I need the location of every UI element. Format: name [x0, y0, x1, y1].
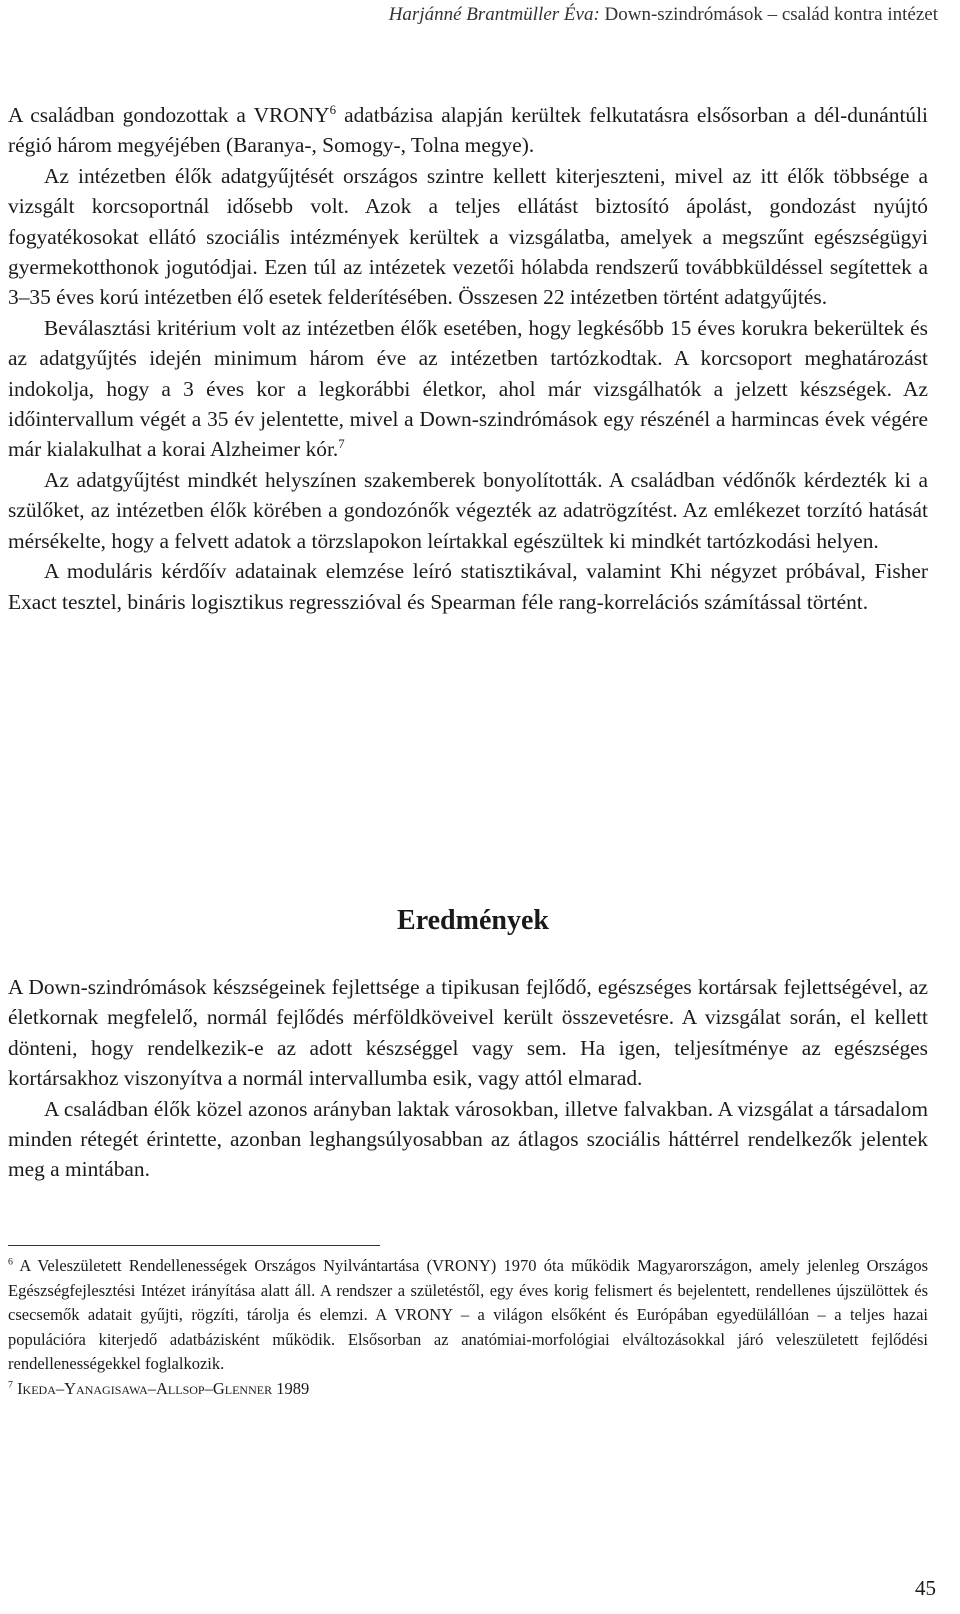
footnote-divider — [8, 1245, 380, 1246]
methods-section — [8, 100, 928, 617]
footnote-ref-7[interactable]: 7 — [338, 437, 345, 452]
results-paragraph-2: A családban élők közel azonos arányban laktak városokban, illetve falvakban. A vizsgálat a társadalom minden rétegét érintette, azonban leghangsúlyosabban az átlagos szociális háttérrel rendelkezők jelentek meg a mintában. — [8, 1096, 928, 1182]
footnotes — [8, 1254, 928, 1402]
footnote-6-text: A Veleszületett Rendellenességek Országos Nyilvántartása (VRONY) 1970 óta működik Magyarországon, amely jelenleg Országos Egészségfejlesztési Intézet irányítása alatt áll. A rendszer a születéstől, egy éves korig felismert és bejelentett, rendellenes újszülöttek és csecsemők adatait gyűjti, rögzíti, tárolja és elemzi. A VRONY – a világon elsőként és Európában egyedülállóan – a teljes hazai populációra kiterjedő adatbázisként működik. Elsősorban az anatómiai-morfológiai elváltozásokkal járó veleszületett fejlődési rendellenességekkel foglalkozik. — [8, 1256, 929, 1374]
footnote-7-marker: 7 — [8, 1379, 13, 1391]
footnote-6 — [8, 1254, 928, 1377]
header-title: Down-szindrómások – család kontra intézet — [604, 4, 938, 25]
footnote-7-text: Ikeda–Yanagisawa–Allsop–Glenner 1989 — [17, 1378, 310, 1398]
methods-paragraph-4: Az adatgyűjtést mindkét helyszínen szakemberek bonyolították. A családban védőnők kérdezték ki a szülőket, az intézetben élők körében a gondozónők végezték az adatrögzítést. Az emlékezet torzító hatását mérsékelte, hogy a felvett adatok a törzslapokon leírtakkal egészültek ki mindkét tartózkodási helyen. — [8, 467, 928, 553]
methods-paragraph-1: A családban gondozottak a VRONY$^6$ adatbázisa alapján kerültek felkutatásra elsősorban a dél-dunántúli régió három megyéjében (Baranya-, Somogy-, Tolna megye). — [8, 102, 928, 158]
page-number: 45 — [915, 1576, 936, 1600]
results-paragraph-1: A Down-szindrómások készségeinek fejlettsége a tipikusan fejlődő, egészséges kortársak fejlettségével, az életkornak megfelelő, normál fejlődés mérföldköveivel került összevetésre. A vizsgálat során, el kellett dönteni, hogy rendelkezik-e az adott készséggel vagy sem. Ha igen, teljesítménye az egészséges kortársakhoz viszonyítva a normál intervallumba esik, vagy attól elmarad. — [8, 975, 928, 1091]
header-author: Harjánné Brantmüller Éva: — [388, 4, 600, 25]
methods-paragraph-3: Beválasztási kritérium volt az intézetben élők esetében, hogy legkésőbb 15 éves korukra bekerültek és az adatgyűjtés idején minimum három éve az intézetben tartózkodtak. A korcsoport meghatározást indokolja, hogy a 3 éves kor a legkorábbi életkor, ahol már vizsgálhatók a jelzett készségek. Az időintervallum végét a 35 év jelentette, mivel a Down-szindrómások egy részénél a harmincas évek végére már kialakulhat a korai Alzheimer kór.$^7$ — [8, 315, 928, 462]
footnote-7 — [8, 1377, 928, 1402]
methods-paragraph-5: A moduláris kérdőív adatainak elemzése leíró statisztikával, valamint Khi négyzet próbával, Fisher Exact tesztel, bináris logisztikus regresszióval és Spearman féle rang-korrelációs számítással történt. — [8, 559, 928, 614]
running-header — [389, 4, 938, 26]
footnote-6-marker: 6 — [8, 1256, 13, 1268]
results-heading: Eredmények — [397, 905, 549, 936]
methods-paragraph-2: Az intézetben élők adatgyűjtését országos szintre kellett kiterjeszteni, mivel az itt élők többsége a vizsgált korcsoportnál idősebb volt. Azok a teljes ellátást biztosító ápolást, gondozást nyújtó fogyatékosokat ellátó szociális intézmények kerültek a vizsgálatba, amelyek a megszűnt egészségügyi gyermekotthonok jogutódjai. Ezen túl az intézetek vezetői hólabda rendszerű továbbküldéssel segítettek a 3–35 éves korú intézetben élő esetek felderítésében. Összesen 22 intézetben történt adatgyűjtés. — [8, 163, 928, 310]
footnote-ref-6[interactable]: 6 — [329, 102, 337, 117]
results-section — [8, 972, 928, 1185]
